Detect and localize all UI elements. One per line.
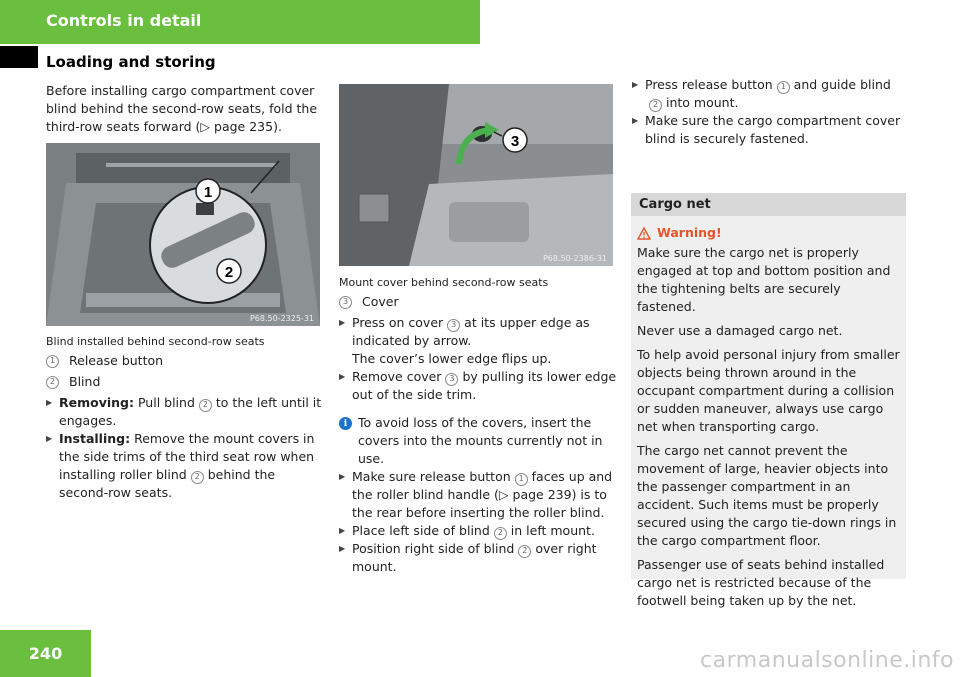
svg-text:3: 3 bbox=[510, 133, 520, 150]
step-position-right: ▶ Position right side of blind 2 over right mount. bbox=[339, 540, 617, 576]
column-right bbox=[632, 76, 904, 148]
info-icon: i bbox=[339, 417, 352, 430]
callout-number-icon: 1 bbox=[515, 473, 528, 486]
step-result: The cover’s lower edge flips up. bbox=[352, 351, 552, 366]
legend-item: 1 Release button bbox=[46, 352, 322, 370]
warning-paragraph: Never use a damaged cargo net. bbox=[637, 323, 843, 338]
callout-number-icon: 3 bbox=[445, 373, 458, 386]
figure-code: P68.50-2325-31 bbox=[249, 314, 314, 323]
callout-number-icon: 1 bbox=[46, 355, 59, 368]
callout-number-icon: 1 bbox=[777, 81, 790, 94]
intro-paragraph: Before installing cargo compartment cover blind behind the second-row seats, fold the third-row seats forward (▷ page 235). bbox=[46, 83, 318, 134]
svg-text:2: 2 bbox=[224, 264, 234, 281]
callout-number-icon: 2 bbox=[649, 99, 662, 112]
step-remove-cover: ▶ Remove cover 3 by pulling its lower edge out of the side trim. bbox=[339, 368, 617, 404]
legend-item: 3 Cover bbox=[339, 293, 617, 311]
warning-heading: Warning! bbox=[637, 224, 900, 242]
callout-number-icon: 3 bbox=[447, 319, 460, 332]
step-check-release: ▶ Make sure release button 1 faces up and the roller blind handle (▷ page 239) is to the rear before inserting the roller blind. bbox=[339, 468, 617, 522]
page-ref-triangle-icon: ▷ bbox=[200, 119, 211, 134]
mount-cover-illustration bbox=[339, 84, 613, 266]
page-ref-link[interactable]: page 235). bbox=[214, 119, 282, 134]
warning-paragraph: The cargo net cannot prevent the movement of large, heavier objects into the passenger compartment in an accident. Such items must be properly secured using the cargo tie-down rings in the cargo compartment floor. bbox=[637, 443, 897, 548]
figure-caption: Mount cover behind second-row seats bbox=[339, 276, 549, 289]
warning-paragraph: To help avoid personal injury from smaller objects being thrown around in the occupant compartment during a collision or sudden maneuver, always use cargo net when transporting cargo. bbox=[637, 347, 900, 434]
callout-number-icon: 2 bbox=[191, 471, 204, 484]
step-press-cover: ▶ Press on cover 3 at its upper edge as indicated by arrow. bbox=[339, 314, 617, 350]
warning-paragraph: Passenger use of seats behind installed cargo net is restricted because of the footwell being taken up by the net. bbox=[637, 557, 885, 608]
blind-installed-photo bbox=[46, 143, 320, 326]
section-title: Controls in detail bbox=[46, 11, 202, 30]
cargo-net-body bbox=[631, 216, 906, 610]
page-number: 240 bbox=[0, 630, 91, 677]
warning-triangle-icon bbox=[637, 227, 651, 240]
step-place-left: ▶ Place left side of blind 2 in left mount. bbox=[339, 522, 617, 540]
page-ref-triangle-icon: ▷ bbox=[498, 487, 509, 502]
figure-caption: Blind installed behind second-row seats bbox=[46, 335, 265, 348]
cargo-net-title: Cargo net bbox=[631, 193, 906, 216]
step-installing: ▶ Installing: Remove the mount covers in the side trims of the third seat row when installing roller blind 2 behind the second-row seats. bbox=[46, 430, 322, 502]
mount-cover-photo bbox=[339, 84, 613, 266]
column-left-lower bbox=[46, 334, 322, 502]
cargo-net-box bbox=[631, 193, 906, 608]
watermark: carmanualsonline.info bbox=[700, 648, 954, 673]
legend-item: 2 Blind bbox=[46, 373, 322, 391]
svg-text:1: 1 bbox=[203, 184, 213, 201]
subsection-title: Loading and storing bbox=[46, 53, 216, 71]
callout-number-icon: 2 bbox=[46, 376, 59, 389]
figure-code: P68.50-2386-31 bbox=[542, 254, 607, 263]
column-left bbox=[46, 82, 322, 136]
section-tab-marker bbox=[0, 46, 38, 68]
callout-number-icon: 2 bbox=[518, 545, 531, 558]
warning-paragraph: Make sure the cargo net is properly engaged at top and bottom position and the tightening belts are securely fastened. bbox=[637, 245, 891, 314]
step-removing: ▶ Removing: Pull blind 2 to the left until it engages. bbox=[46, 394, 322, 430]
column-middle bbox=[339, 275, 617, 576]
info-note: i To avoid loss of the covers, insert the covers into the mounts currently not in use. bbox=[339, 414, 617, 468]
callout-number-icon: 2 bbox=[199, 399, 212, 412]
step-secure-blind: ▶ Make sure the cargo compartment cover blind is securely fastened. bbox=[632, 112, 904, 148]
cargo-blind-illustration bbox=[46, 143, 320, 326]
callout-number-icon: 2 bbox=[494, 527, 507, 540]
callout-number-icon: 3 bbox=[339, 296, 352, 309]
step-press-release: ▶ Press release button 1 and guide blind 2 into mount. bbox=[632, 76, 904, 112]
